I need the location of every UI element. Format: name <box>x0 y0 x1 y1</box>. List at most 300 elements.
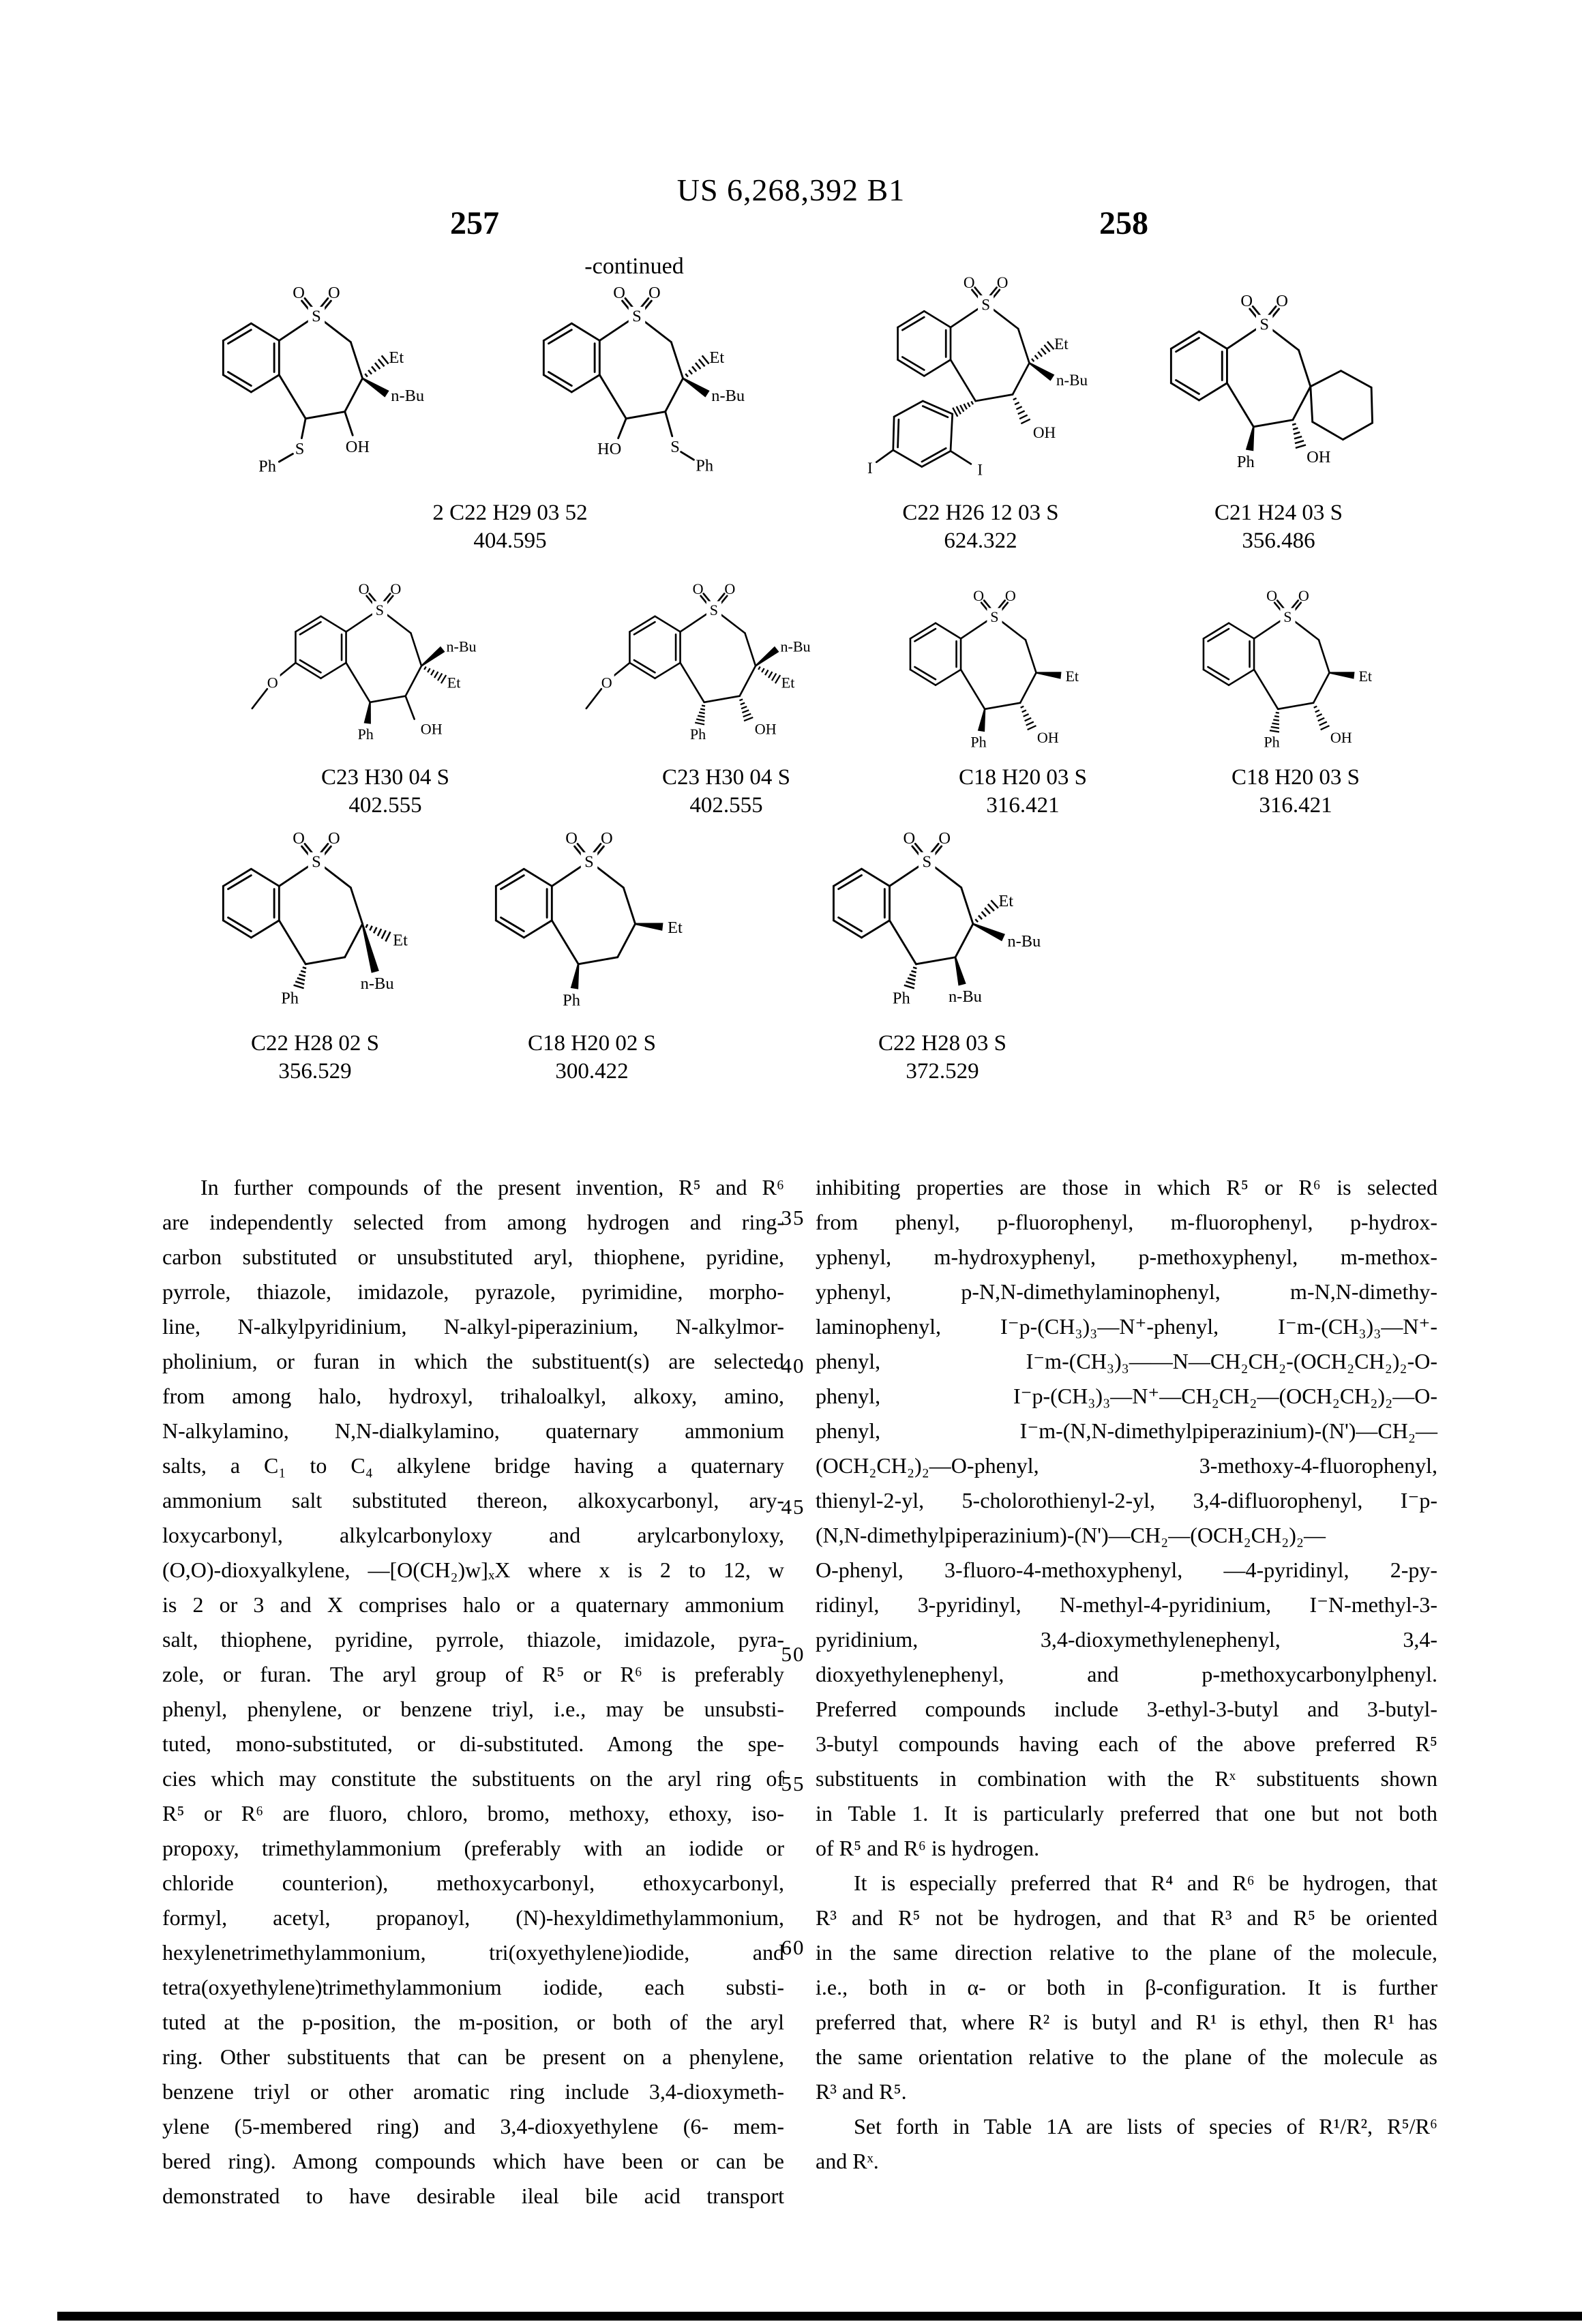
hash-wedge-bond <box>382 355 389 363</box>
text-line: ylene (5-membered ring) and 3,4-dioxyethylene (6- mem- <box>162 2114 784 2139</box>
atom-label: O <box>1240 293 1253 311</box>
text-line: substituents in combination with the Rˣ substituents shown <box>816 1766 1437 1791</box>
bond-line <box>1229 623 1254 639</box>
hash-wedge-bond <box>696 363 700 369</box>
bond-line <box>301 419 305 438</box>
molecular-formula: C23 H30 04 S <box>321 765 449 790</box>
molecular-formula: 2 C22 H29 03 52 <box>432 501 588 525</box>
atom-label: S <box>981 295 991 314</box>
molecular-formula: C21 H24 03 S <box>1214 501 1343 525</box>
hash-wedge-bond <box>1025 718 1032 721</box>
text-line: i.e., both in α- or both in β-configuration. It is further <box>816 1975 1437 1999</box>
hash-wedge-bond <box>911 971 916 972</box>
atom-label: O <box>328 285 340 303</box>
atom-label: S <box>670 437 680 456</box>
bond-line <box>1313 422 1343 440</box>
hash-wedge-bond <box>910 974 916 977</box>
bond-line <box>305 957 345 964</box>
hash-wedge-bond <box>985 908 990 914</box>
atom-label: O <box>601 831 613 848</box>
atom-label: O <box>1266 589 1278 604</box>
column-line-number: 35 <box>781 1206 805 1230</box>
text-line: are independently selected from among hydrogen and ring- <box>162 1210 784 1234</box>
atom-label: Ph <box>258 457 276 476</box>
hash-wedge-bond <box>699 359 705 367</box>
hash-wedge-bond <box>1273 719 1279 720</box>
hash-wedge-bond <box>904 985 914 989</box>
hash-wedge-bond <box>1295 441 1304 443</box>
molecular-weight: 300.422 <box>555 1059 629 1084</box>
hash-wedge-bond <box>1015 402 1019 404</box>
atom-label: O <box>565 831 578 848</box>
bond-line <box>549 372 572 385</box>
atom-label: O <box>724 582 736 597</box>
bond-line <box>350 888 362 924</box>
column-number-right: 258 <box>1099 205 1148 241</box>
atom-label: Et <box>393 931 408 950</box>
text-line: tuted, mono-substituted, or di-substituted. Among the spe- <box>162 1731 784 1756</box>
bond-line <box>251 375 279 392</box>
text-line: phenyl, I⁻p-(CH₃)₃—N⁺—CH₂CH₂—(OCH₂CH₂)₂—O- <box>816 1384 1437 1408</box>
hash-wedge-bond <box>294 985 304 989</box>
bond-line <box>1313 673 1329 703</box>
bond-line <box>251 323 279 340</box>
molecular-weight: 316.421 <box>986 793 1060 818</box>
solid-wedge-bond <box>1246 427 1255 451</box>
bond-line <box>571 375 599 392</box>
formula-label <box>251 1030 379 1086</box>
hash-wedge-bond <box>743 714 751 717</box>
hash-wedge-bond <box>1317 714 1322 717</box>
bond-line <box>634 660 655 672</box>
solid-wedge-bond <box>978 709 985 732</box>
hash-wedge-bond <box>975 919 978 922</box>
atom-label: n-Bu <box>711 387 745 406</box>
text-line: Set forth in Table 1A are lists of species of R¹/R², R⁵/R⁶ <box>854 2114 1437 2139</box>
bond-line <box>1026 640 1036 672</box>
bond-line <box>345 924 363 957</box>
solid-wedge-bond <box>1029 362 1055 381</box>
bond-line <box>666 378 683 412</box>
solid-wedge-bond <box>362 378 389 398</box>
atom-label: I <box>867 458 873 477</box>
text-line: N-alkylamino, N,N-dialkylamino, quaternary ammonium <box>162 1418 784 1443</box>
text-line: phenyl, phenylene, or benzene triyl, i.e., may be unsubsti- <box>162 1697 784 1721</box>
hash-wedge-bond <box>303 967 306 968</box>
text-line: pyridinium, 3,4-dioxymethylenephenyl, 3,4- <box>816 1627 1437 1652</box>
text-line: from phenyl, p-fluorophenyl, m-fluorophenyl, p-hydrox- <box>816 1210 1437 1234</box>
atom-label: O <box>613 285 625 303</box>
atom-label: O <box>1004 589 1016 604</box>
atom-label: Et <box>781 674 795 691</box>
text-column-left <box>162 1170 784 2214</box>
molecular-formula: C18 H20 03 S <box>959 765 1087 790</box>
solid-wedge-bond <box>571 964 580 989</box>
bond-line <box>1319 640 1330 672</box>
bond-line <box>1311 387 1313 422</box>
atom-label: S <box>632 307 642 326</box>
hash-wedge-bond <box>1019 415 1028 419</box>
text-line: from among halo, hydroxyl, trihaloalkyl, alkoxy, amino, <box>162 1384 784 1408</box>
hash-wedge-bond <box>1296 445 1306 447</box>
hash-wedge-bond <box>1022 710 1026 712</box>
hash-wedge-bond <box>378 929 381 936</box>
bond-line <box>618 419 627 438</box>
text-line: of R⁵ and R⁶ is hydrogen. <box>816 1836 1040 1860</box>
atom-label: Et <box>709 348 725 368</box>
bond-line <box>406 666 421 696</box>
molecular-formula: C22 H28 02 S <box>251 1031 379 1056</box>
atom-label: HO <box>597 439 622 458</box>
text-line: It is especially preferred that R⁴ and R⁶ be hydrogen, that <box>854 1871 1437 1895</box>
text-line: bered ring). Among compounds which have been or can be <box>162 2149 784 2173</box>
atom-label: Ph <box>563 991 580 1010</box>
text-line: tetra(oxyethylene)trimethylammonium iodide, each substi- <box>162 1975 784 1999</box>
bond-line <box>985 703 1020 709</box>
formula-label <box>959 764 1087 820</box>
text-line: benzene triyl or other aromatic ring include 3,4-dioxymeth- <box>162 2079 784 2104</box>
hash-wedge-bond <box>372 366 376 371</box>
bond-line <box>924 360 951 376</box>
bond-line <box>902 317 924 330</box>
bond-line <box>961 888 973 924</box>
hash-wedge-bond <box>1315 710 1319 712</box>
atom-label: O <box>328 831 340 848</box>
hash-wedge-bond <box>385 932 390 941</box>
hash-wedge-bond <box>960 405 964 412</box>
bond-line <box>936 670 961 685</box>
atom-label: OH <box>1307 447 1331 466</box>
atom-label: O <box>996 275 1009 292</box>
hash-wedge-bond <box>768 672 772 678</box>
hash-wedge-bond <box>299 974 305 977</box>
text-line: 3-butyl compounds having each of the above preferred R⁵ <box>816 1731 1437 1756</box>
bond-line <box>599 375 626 419</box>
hash-wedge-bond <box>953 408 957 417</box>
bond-line <box>321 663 346 679</box>
bond-line <box>549 330 572 344</box>
solid-wedge-bond <box>1329 672 1354 679</box>
bond-line <box>745 633 756 666</box>
text-line: in the same direction relative to the plane of the molecule, <box>816 1940 1437 1965</box>
bond-line <box>666 412 672 436</box>
hash-wedge-bond <box>1274 716 1279 717</box>
bond-line <box>228 330 252 344</box>
bond-line <box>671 342 683 378</box>
formula-label <box>432 499 587 555</box>
solid-wedge-bond <box>683 378 710 398</box>
column-number-left: 257 <box>450 205 499 241</box>
text-line: pholinium, or furan in which the substituent(s) are selected <box>162 1349 784 1373</box>
hash-wedge-bond <box>382 930 386 938</box>
hash-wedge-bond <box>1294 432 1300 434</box>
hash-wedge-bond <box>772 673 776 681</box>
bond-line <box>252 689 267 709</box>
hash-wedge-bond <box>1047 342 1054 349</box>
text-line: phenyl, I⁻m-(N,N-dimethylpiperazinium)-(N')—CH₂— <box>816 1418 1437 1443</box>
bond-line <box>740 666 756 696</box>
bond-line <box>1293 387 1311 420</box>
text-line: (O,O)-dioxyalkylene, —[O(CH₂)w]ₓX where x is 2 to 12, w <box>162 1558 784 1582</box>
hash-wedge-bond <box>739 699 743 700</box>
hash-wedge-bond <box>988 904 994 911</box>
text-line: dioxyethylenephenyl, and p-methoxycarbonylphenyl. <box>816 1662 1437 1686</box>
atom-label: Et <box>447 674 461 691</box>
formula-label <box>1214 499 1343 555</box>
hash-wedge-bond <box>1293 428 1298 430</box>
atom-label: S <box>990 608 999 626</box>
chemical-structure-3 <box>852 275 1098 488</box>
hash-wedge-bond <box>1318 718 1325 721</box>
molecular-formula: C22 H26 12 03 S <box>902 501 1059 525</box>
bond-line <box>524 921 552 938</box>
text-line: ridinyl, 3-pyridinyl, N-methyl-4-pyridinium, I⁻N-methyl-3- <box>816 1592 1437 1617</box>
bond-line <box>1199 331 1227 348</box>
atom-label: I <box>977 460 983 479</box>
bond-line <box>890 921 916 964</box>
chemical-structure-5 <box>239 582 483 759</box>
bond-line <box>1018 329 1029 363</box>
scan-edge-artifact <box>57 2312 1582 2321</box>
bond-line <box>1311 371 1341 387</box>
text-line: chloride counterion), methoxycarbonyl, ethoxycarbonyl, <box>162 1871 784 1895</box>
hash-wedge-bond <box>1041 348 1046 354</box>
structure-drawing <box>573 582 817 759</box>
atom-label: n-Bu <box>780 638 811 655</box>
atom-label: n-Bu <box>446 638 477 655</box>
bond-line <box>923 406 948 417</box>
hash-wedge-bond <box>441 675 446 683</box>
formula-label <box>528 1030 656 1086</box>
atom-label: S <box>312 307 321 326</box>
column-line-number: 60 <box>781 1935 805 1959</box>
bond-line <box>704 696 740 702</box>
structure-drawing <box>239 582 483 759</box>
atom-label: Et <box>668 919 683 938</box>
atom-label: n-Bu <box>948 987 982 1006</box>
bond-line <box>1278 703 1313 709</box>
atom-label: n-Bu <box>391 387 425 406</box>
hash-wedge-bond <box>375 363 380 369</box>
atom-label: Ph <box>1264 733 1280 751</box>
bond-line <box>1208 667 1229 679</box>
hash-wedge-bond <box>1018 411 1025 414</box>
hash-wedge-bond <box>742 710 749 713</box>
text-line: Preferred compounds include 3-ethyl-3-butyl and 3-butyl- <box>816 1697 1437 1721</box>
hash-wedge-bond <box>741 703 745 704</box>
hash-wedge-bond <box>370 926 372 931</box>
hash-wedge-bond <box>438 673 442 681</box>
molecular-weight: 356.529 <box>278 1059 352 1084</box>
column-line-number: 40 <box>781 1354 805 1377</box>
bond-line <box>251 921 279 938</box>
bond-line <box>279 454 293 462</box>
hash-wedge-bond <box>1016 406 1021 409</box>
solid-wedge-bond <box>364 702 371 724</box>
formula-label <box>321 764 449 820</box>
hash-wedge-bond <box>982 912 986 917</box>
bond-line <box>951 414 953 451</box>
bond-line <box>300 660 321 672</box>
bond-line <box>1371 387 1372 423</box>
hash-wedge-bond <box>1314 706 1317 708</box>
atom-label: O <box>963 275 975 292</box>
text-line: laminophenyl, I⁻p-(CH₃)₃—N⁺-phenyl, I⁻m-(CH₃)₃—N⁺- <box>816 1314 1437 1339</box>
hash-wedge-bond <box>906 981 914 984</box>
hash-wedge-bond <box>957 406 961 414</box>
formula-label <box>1232 764 1360 820</box>
molecular-formula: C23 H30 04 S <box>662 765 790 790</box>
bond-line <box>914 667 936 679</box>
atom-label: Et <box>1065 668 1079 685</box>
bond-line <box>626 412 666 419</box>
bond-line <box>618 924 636 957</box>
atom-label: O <box>601 674 612 691</box>
atom-label: S <box>709 601 719 619</box>
bond-line <box>1013 363 1029 394</box>
text-line: and Rˣ. <box>816 2149 879 2173</box>
atom-label: Et <box>1054 334 1069 353</box>
hash-wedge-bond <box>1024 714 1029 717</box>
text-column-right <box>816 1170 1437 2179</box>
atom-label: O <box>903 831 916 848</box>
bond-line <box>1208 629 1229 641</box>
hash-wedge-bond <box>366 924 368 927</box>
bond-line <box>902 357 924 370</box>
atom-label: OH <box>420 720 443 738</box>
hash-wedge-bond <box>744 717 753 721</box>
bond-line <box>1341 371 1371 387</box>
hash-wedge-bond <box>301 971 305 972</box>
hash-wedge-bond <box>1021 419 1030 423</box>
bond-line <box>406 696 415 719</box>
text-line: demonstrated to have desirable ileal bile acid transport <box>162 2184 784 2208</box>
bond-line <box>876 450 893 462</box>
atom-label: Ph <box>689 726 706 743</box>
bond-line <box>634 622 655 634</box>
bond-line <box>839 917 862 931</box>
bond-line <box>321 616 346 632</box>
bond-line <box>894 401 923 417</box>
text-line: in Table 1. It is particularly preferred that one but not both <box>816 1801 1437 1826</box>
molecular-weight: 402.555 <box>689 793 763 818</box>
hash-wedge-bond <box>964 404 967 409</box>
atom-label: Et <box>389 348 404 368</box>
text-line: thienyl-2-yl, 5-cholorothienyl-2-yl, 3,4-difluorophenyl, I⁻p- <box>816 1488 1437 1513</box>
atom-label: O <box>692 582 704 597</box>
text-line: formyl, acetyl, propanoyl, (N)-hexyldimethylammonium, <box>162 1905 784 1930</box>
atom-label: S <box>1283 608 1292 626</box>
bond-line <box>916 957 955 964</box>
molecular-weight: 316.421 <box>1259 793 1332 818</box>
text-line: ring. Other substituents that can be present on a phenylene, <box>162 2044 784 2069</box>
bond-line <box>1253 420 1293 427</box>
atom-label: O <box>358 582 370 597</box>
solid-wedge-bond <box>635 923 663 930</box>
chemical-structure-6 <box>573 582 817 759</box>
atom-label: O <box>293 285 305 303</box>
hash-wedge-bond <box>758 667 760 670</box>
bond-line <box>862 869 890 886</box>
hash-wedge-bond <box>1021 706 1024 708</box>
atom-label: Ph <box>892 989 910 1008</box>
structure-drawing <box>852 275 1098 488</box>
chemical-structure-9 <box>205 831 435 1027</box>
atom-label: OH <box>754 720 777 738</box>
atom-label: O <box>1298 589 1309 604</box>
text-line: In further compounds of the present invention, R⁵ and R⁶ <box>200 1175 784 1200</box>
hash-wedge-bond <box>913 968 916 969</box>
atom-label: O <box>293 831 305 848</box>
bond-line <box>1199 383 1227 400</box>
hash-wedge-bond <box>971 401 973 404</box>
bond-line <box>1343 423 1372 439</box>
text-line: loxycarbonyl, alkylcarbonyloxy and arylcarbonyloxy, <box>162 1523 784 1547</box>
hash-wedge-bond <box>698 716 704 717</box>
solid-wedge-bond <box>421 646 445 667</box>
hash-wedge-bond <box>1038 352 1042 357</box>
structure-drawing <box>205 285 435 481</box>
bond-line <box>345 378 363 412</box>
hash-wedge-bond <box>702 705 705 706</box>
bond-line <box>862 921 890 938</box>
solid-wedge-bond <box>361 923 379 972</box>
hash-wedge-bond <box>1028 726 1036 730</box>
text-line: phenyl, I⁻m-(CH₃)₃——N—CH₂CH₂-(OCH₂CH₂)₂-O- <box>816 1349 1437 1373</box>
text-line: R⁵ or R⁶ are fluoro, chloro, bromo, methoxy, ethoxy, iso- <box>162 1801 784 1826</box>
hash-wedge-bond <box>689 370 692 374</box>
hash-wedge-bond <box>979 915 982 919</box>
continued-label: -continued <box>584 254 684 279</box>
chemical-structure-10 <box>477 831 708 1027</box>
bond-line <box>228 372 252 385</box>
bond-line <box>1176 380 1199 393</box>
bond-line <box>1254 670 1278 709</box>
structure-drawing <box>1152 293 1398 490</box>
hash-wedge-bond <box>1319 721 1327 725</box>
bond-line <box>1176 338 1199 352</box>
hash-wedge-bond <box>378 359 385 367</box>
text-line: salts, a C₁ to C₄ alkylene bridge having a quaternary <box>162 1453 784 1478</box>
hash-wedge-bond <box>699 713 705 714</box>
text-line: hexylenetrimethylammonium, tri(oxyethylene)iodide, and <box>162 1940 784 1965</box>
patent-number-title: US 6,268,392 B1 <box>676 173 906 207</box>
molecular-weight: 402.555 <box>348 793 422 818</box>
hash-wedge-bond <box>1321 726 1330 730</box>
hash-wedge-bond <box>1294 436 1302 438</box>
molecular-formula: C18 H20 03 S <box>1232 765 1360 790</box>
bond-line <box>350 342 362 378</box>
hash-wedge-bond <box>1035 355 1039 359</box>
bond-line <box>893 450 922 466</box>
molecular-weight: 404.595 <box>473 528 547 553</box>
hash-wedge-bond <box>1292 423 1296 425</box>
text-line: inhibiting properties are those in which R⁵ or R⁶ is selected <box>816 1175 1437 1200</box>
atom-label: S <box>1259 315 1269 334</box>
text-line: the same orientation relative to the plane of the molecule as <box>816 2044 1437 2069</box>
bond-line <box>936 623 961 639</box>
hash-wedge-bond <box>424 667 426 670</box>
hash-wedge-bond <box>991 900 998 908</box>
text-line: R³ and R⁵. <box>816 2079 907 2104</box>
bond-line <box>370 696 406 702</box>
solid-wedge-bond <box>955 957 966 985</box>
formula-label <box>878 1030 1006 1086</box>
hash-wedge-bond <box>1044 345 1049 352</box>
atom-label: OH <box>1330 728 1352 746</box>
text-line: R³ and R⁵ not be hydrogen, and that R³ and R⁵ be oriented <box>816 1905 1437 1930</box>
bond-line <box>655 663 681 679</box>
